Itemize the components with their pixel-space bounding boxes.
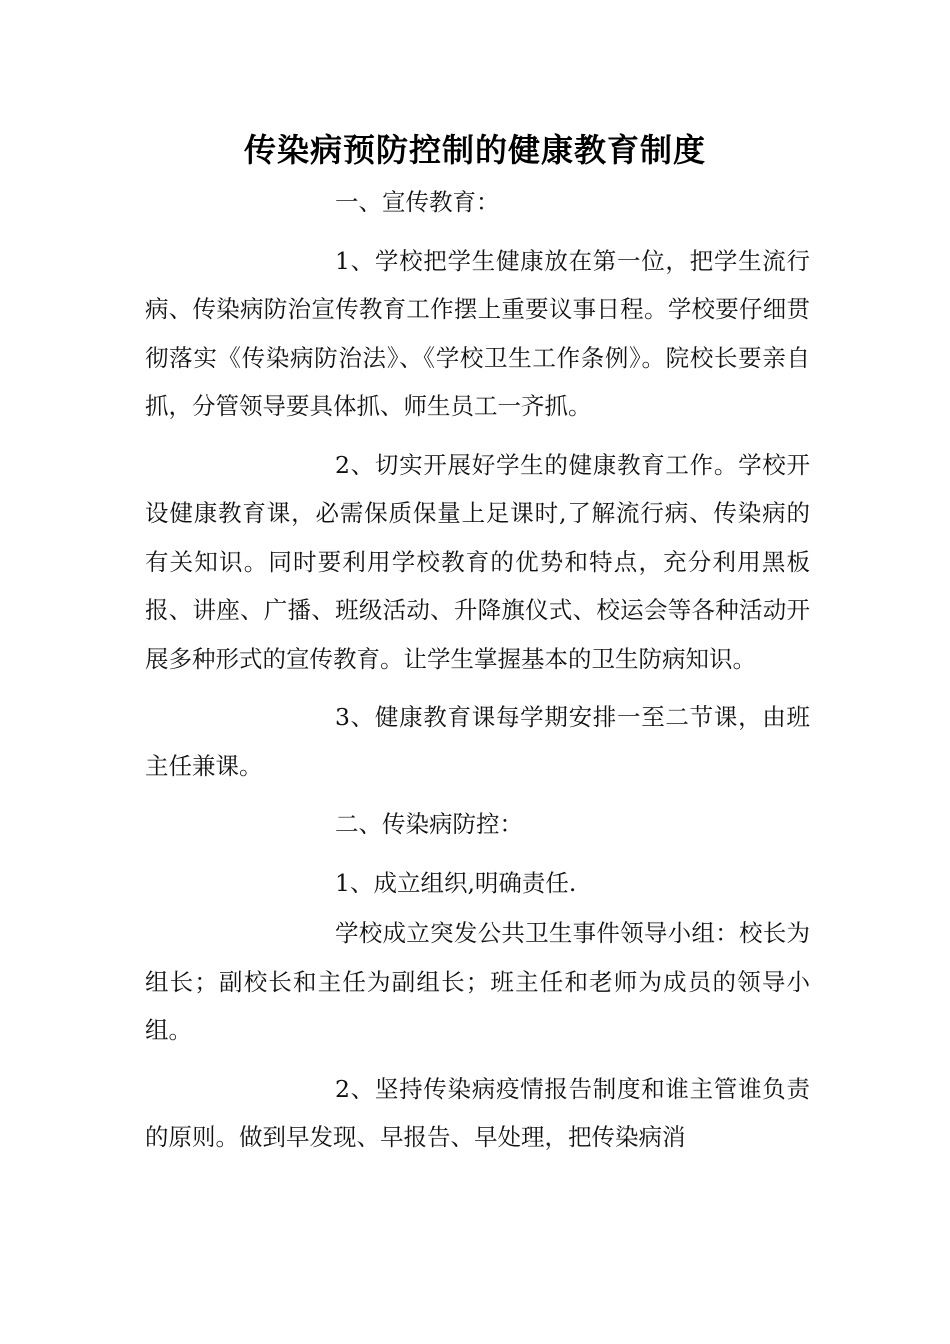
paragraph-item-1: 1、学校把学生健康放在第一位，把学生流行病、传染病防治宣传教育工作摆上重要议事日程。学校要仔细贯彻落实《传染病防治法》、《学校卫生工作条例》。院校长要亲自抓，分管领导要具体抓、师生员工一齐抓。: [145, 246, 810, 420]
section-heading-publicity: 一、宣传教育：: [335, 188, 500, 216]
document-title: 传染病预防控制的健康教育制度: [243, 131, 706, 169]
paragraph-item-3: 3、健康教育课每学期安排一至二节课，由班主任兼课。: [145, 703, 810, 780]
section-heading-prevention: 二、传染病防控：: [335, 810, 523, 838]
paragraph-item-2: 2、切实开展好学生的健康教育工作。学校开设健康教育课，必需保质保量上足课时,了解流行病、传染病的有关知识。同时要利用学校教育的优势和特点，充分利用黑板报、讲座、广播、班级活动、升降旗仪式、校运会等各种活动开展多种形式的宣传教育。让学生掌握基本的卫生防病知识。: [145, 450, 810, 673]
paragraph-organization: 1、成立组织,明确责任.: [335, 868, 577, 897]
paragraph-reporting: 2、坚持传染病疫情报告制度和谁主管谁负责的原则。做到早发现、早报告、早处理，把传染病消: [145, 1074, 810, 1151]
paragraph-leadership-group: 学校成立突发公共卫生事件领导小组：校长为组长；副校长和主任为副组长；班主任和老师为成员的领导小组。: [145, 919, 810, 1044]
document-body: [145, 178, 810, 1172]
